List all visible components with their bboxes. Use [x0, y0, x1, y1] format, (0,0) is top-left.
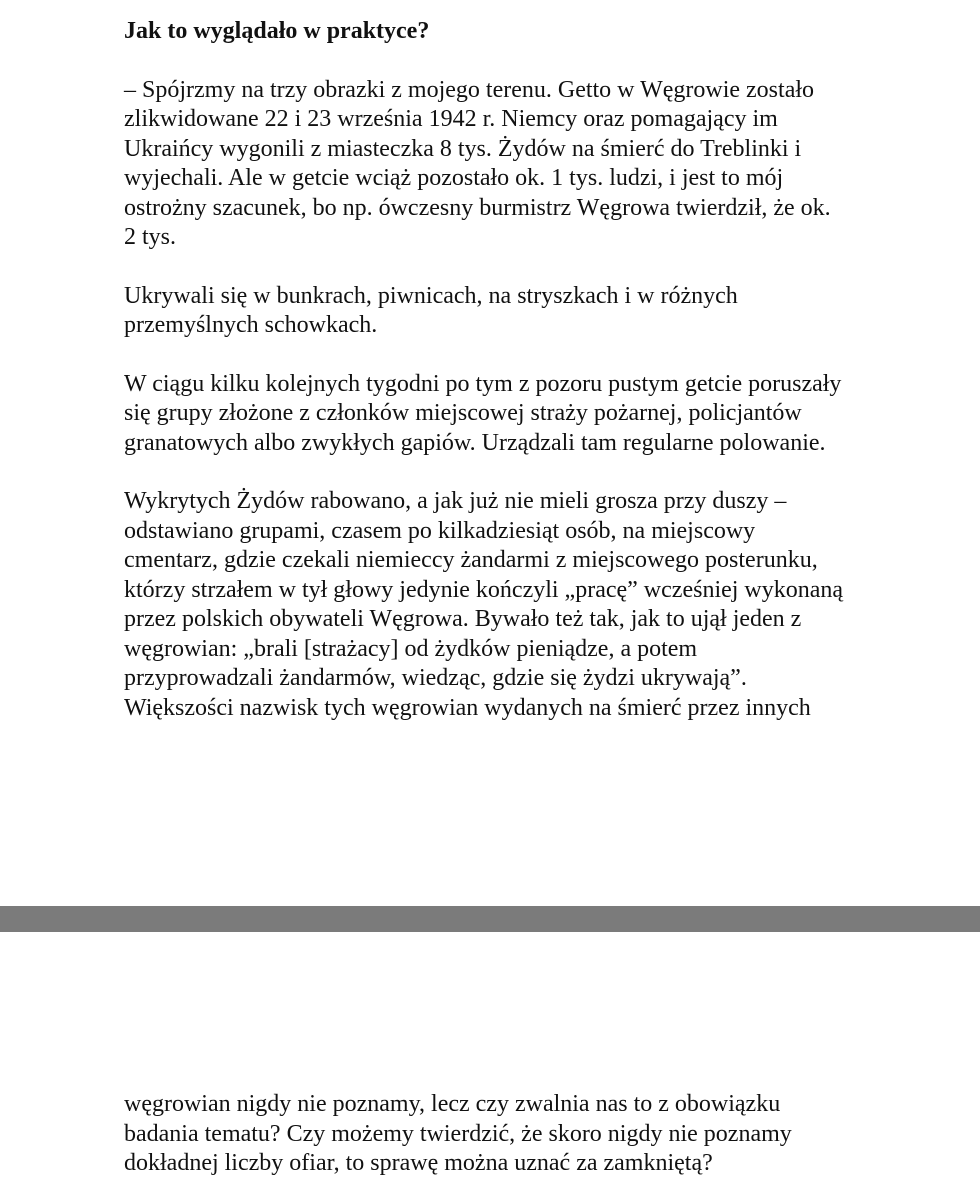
text-line: granatowych albo zwykłych gapiów. Urządzali tam regularne polowanie. — [124, 429, 826, 456]
text-line: odstawiano grupami, czasem po kilkadziesiąt osób, na miejscowy — [124, 517, 756, 544]
text-line: Większości nazwisk tych węgrowian wydanych na śmierć przez innych — [124, 694, 811, 721]
section-heading: Jak to wyglądało w praktyce? — [124, 18, 430, 44]
text-line: 2 tys. — [124, 224, 177, 250]
paragraph-3 — [124, 370, 924, 459]
text-line: przyprowadzali żandarmów, wiedząc, gdzie się żydzi ukrywają”. — [124, 665, 747, 691]
text-line: się grupy złożone z członków miejscowej straży pożarnej, policjantów — [124, 400, 802, 426]
text-line: ostrożny szacunek, bo np. ówczesny burmistrz Węgrowa twierdził, że ok. — [124, 194, 831, 221]
paragraph-4 — [124, 487, 924, 723]
text-line: Ukrywali się w bunkrach, piwnicach, na stryszkach i w różnych — [124, 282, 738, 309]
text-line: węgrowian: „brali [strażacy] od żydków pieniądze, a potem — [124, 635, 698, 662]
page-2-content — [124, 1090, 924, 1179]
page-1-content — [124, 17, 924, 723]
text-line: przemyślnych schowkach. — [124, 312, 378, 338]
text-line: zlikwidowane 22 i 23 września 1942 r. Niemcy oraz pomagający im — [124, 106, 778, 132]
paragraph-2 — [124, 282, 924, 341]
text-line: Ukraińcy wygonili z miasteczka 8 tys. Żydów na śmierć do Treblinki i — [124, 135, 802, 162]
document-page-2 — [0, 932, 980, 1200]
text-line: węgrowian nigdy nie poznamy, lecz czy zwalnia nas to z obowiązku — [124, 1091, 781, 1117]
text-line: – Spójrzmy na trzy obrazki z mojego terenu. Getto w Węgrowie zostało — [124, 76, 815, 103]
text-line: którzy strzałem w tył głowy jedynie kończyli „pracę” wcześniej wykonaną — [124, 576, 844, 603]
paragraph-5 — [124, 1090, 924, 1179]
text-line: wyjechali. Ale w getcie wciąż pozostało ok. 1 tys. ludzi, i jest to mój — [124, 165, 784, 191]
page-separator — [0, 906, 980, 932]
text-line: W ciągu kilku kolejnych tygodni po tym z pozoru pustym getcie poruszały — [124, 370, 842, 397]
text-line: przez polskich obywateli Węgrowa. Bywało też tak, jak to ujął jeden z — [124, 606, 802, 632]
text-line: badania tematu? Czy możemy twierdzić, że skoro nigdy nie poznamy — [124, 1120, 792, 1147]
text-line: dokładnej liczby ofiar, to sprawę można uznać za zamkniętą? — [124, 1150, 713, 1176]
text-line: cmentarz, gdzie czekali niemieccy żandarmi z miejscowego posterunku, — [124, 547, 818, 573]
text-line: Wykrytych Żydów rabowano, a jak już nie mieli grosza przy duszy – — [124, 488, 787, 514]
paragraph-1 — [124, 76, 924, 253]
